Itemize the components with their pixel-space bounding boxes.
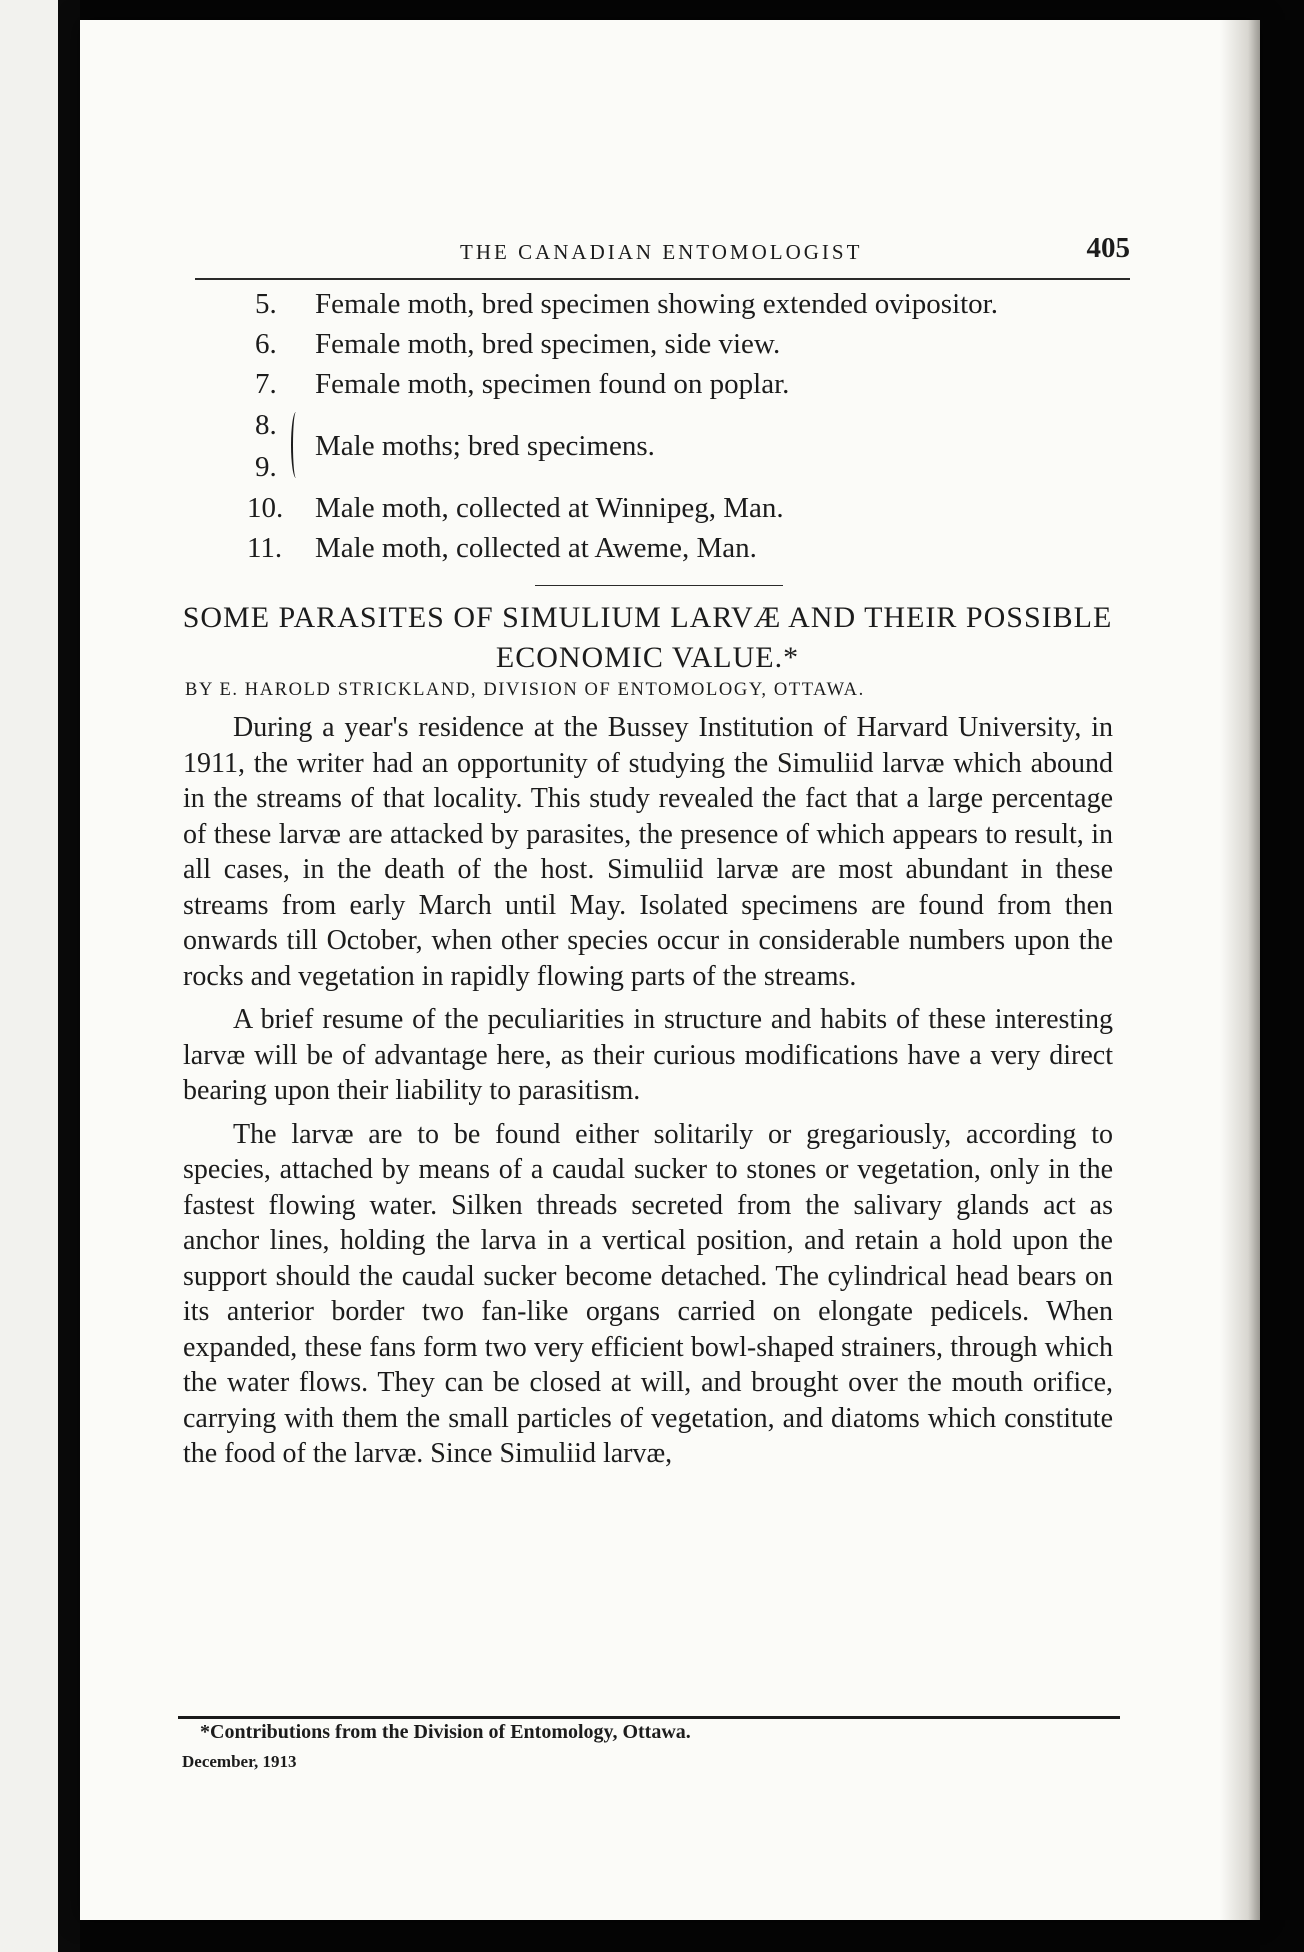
running-head	[195, 232, 1130, 278]
figure-caption-list	[247, 284, 1135, 568]
figure-number: 6.	[255, 328, 277, 360]
body-paragraph: During a year's residence at the Bussey Institution of Harvard University, in 1911, the writer had an opportunity of studying the Simuliid larvæ which abound in the streams of that locality. This study revealed the fact that a large percentage of these larvæ are attacked by parasites, the presence of which appears to result, in all cases, in the death of the host. Simuliid larvæ are most abundant in these streams from early March until May. Isolated specimens are found from then onwards till October, when other species occur in considerable numbers upon the rocks and vegetation in rapidly flowing parts of the streams.	[183, 712, 1113, 992]
page-edge-shadow	[1220, 20, 1260, 1920]
figure-caption-item	[255, 284, 1135, 324]
section-divider	[535, 585, 783, 586]
body-paragraph: A brief resume of the peculiarities in structure and habits of these interesting larvæ will be of advantage here, as their curious modifications have a very direct bearing upon their liability to parasitism.	[183, 1004, 1113, 1106]
figure-caption-pair	[255, 404, 1135, 488]
page-number: 405	[1086, 232, 1130, 264]
figure-caption-text: Male moth, collected at Aweme, Man.	[315, 532, 757, 564]
body-paragraph: The larvæ are to be found either solitarily or gregariously, according to species, attached by means of a caudal sucker to stones or vegetation, only in the fastest flowing water. Silken threads secreted from the salivary glands act as anchor lines, holding the larva in a vertical position, and retain a hold upon the support should the caudal sucker become detached. The cylindrical head bears on its anterior border two fan-like organs carried on elongate pedicels. When expanded, these fans form two very efficient bowl-shaped strainers, through which the water flows. They can be closed at will, and brought over the mouth orifice, carrying with them the small particles of vegetation, and diatoms which constitute the food of the larvæ. Since Simuliid larvæ,	[183, 1118, 1113, 1469]
figure-number: 11.	[247, 532, 283, 564]
article-byline: BY E. HAROLD STRICKLAND, DIVISION OF ENTOMOLOGY, OTTAWA.	[185, 680, 865, 700]
figure-caption-item	[255, 364, 1135, 404]
header-rule	[195, 278, 1130, 280]
running-title: THE CANADIAN ENTOMOLOGIST	[460, 240, 863, 264]
figure-caption-text: Female moth, bred specimen showing extended ovipositor.	[315, 288, 998, 320]
figure-number: 8.	[255, 409, 277, 441]
figure-caption-item	[247, 528, 1135, 568]
book-gutter	[58, 0, 80, 1952]
figure-caption-text: Male moths; bred specimens.	[315, 430, 655, 462]
article-body	[183, 710, 1113, 1472]
figure-caption-text: Female moth, specimen found on poplar.	[315, 368, 790, 400]
figure-number: 10.	[247, 492, 284, 524]
figure-caption-item	[247, 488, 1135, 528]
footnote-rule	[178, 1716, 1120, 1719]
figure-caption-text: Male moth, collected at Winnipeg, Man.	[315, 492, 784, 524]
figure-caption-item	[255, 324, 1135, 364]
footnote: *Contributions from the Division of Entomology, Ottawa.	[200, 1721, 691, 1743]
article-title: SOME PARASITES OF SIMULIUM LARVÆ AND THEIR POSSIBLE ECONOMIC VALUE.*	[182, 601, 1113, 674]
figure-caption-text: Female moth, bred specimen, side view.	[315, 328, 781, 360]
figure-number: 5.	[255, 288, 277, 320]
issue-date: December, 1913	[182, 1752, 297, 1771]
figure-number: 9.	[255, 451, 277, 483]
figure-number: 7.	[255, 368, 277, 400]
adjacent-page-edge	[0, 0, 58, 1952]
brace-mark	[291, 412, 301, 478]
